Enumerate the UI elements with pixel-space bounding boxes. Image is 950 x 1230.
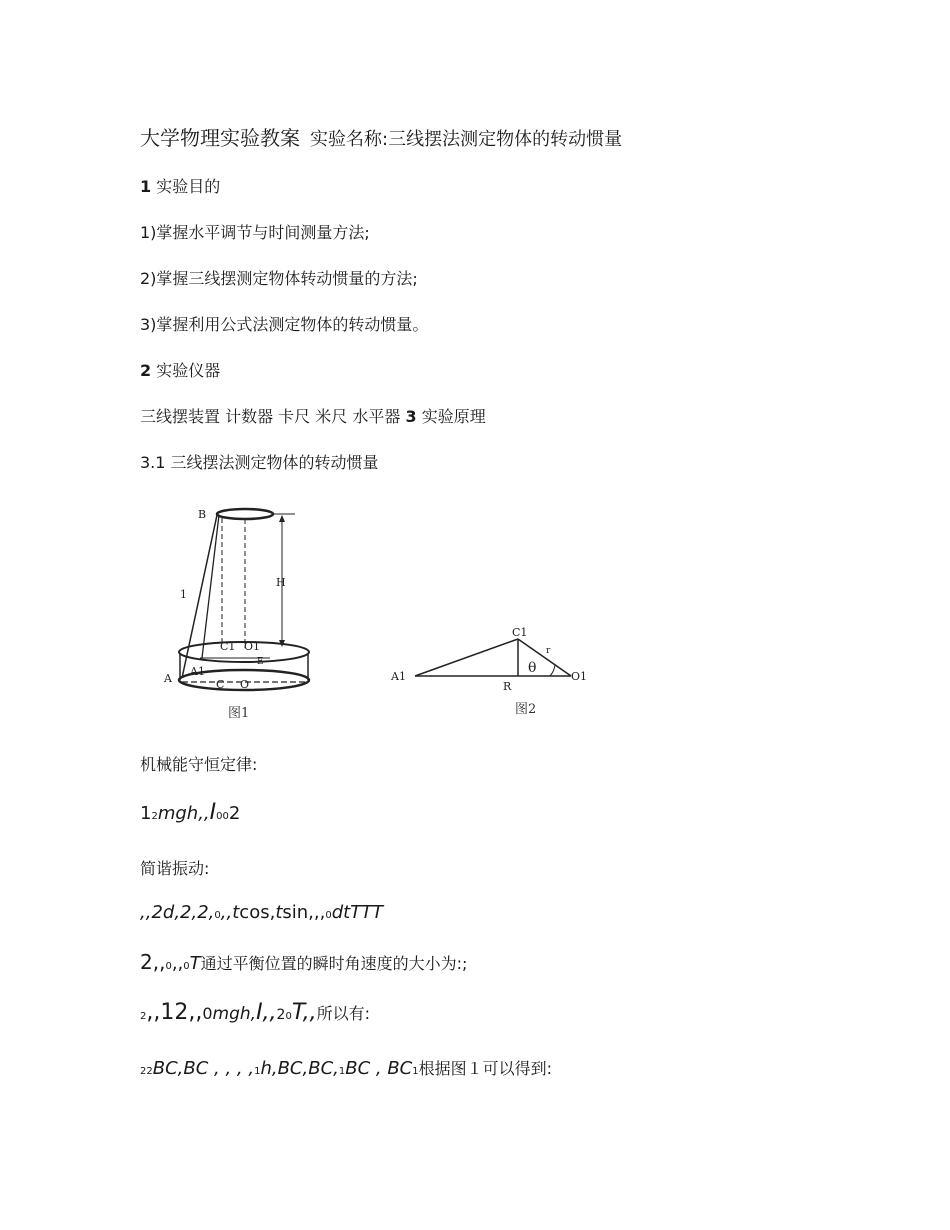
aim-item: 1)掌握水平调节与时间测量方法;: [140, 223, 370, 242]
eq-term: 2: [228, 803, 241, 824]
aim-item: 2)掌握三线摆测定物体转动惯量的方法;: [140, 269, 418, 288]
label-c: C: [216, 678, 225, 691]
energy-law-label: 机械能守恒定律:: [140, 755, 258, 774]
eq-term: ,,: [171, 953, 184, 974]
equation-1: [140, 800, 240, 825]
shm-label: 简谐振动:: [140, 859, 210, 878]
label-a1: A1: [190, 665, 205, 678]
eq-term: cos,: [239, 902, 276, 923]
section-title: 实验原理: [421, 407, 486, 426]
label-l: 1: [180, 588, 187, 601]
page-title: [140, 122, 622, 151]
eq-term: t: [232, 902, 240, 923]
label-o: O: [240, 678, 250, 691]
aim-item: 3)掌握利用公式法测定物体的转动惯量。: [140, 315, 429, 334]
document-title: 大学物理实验教案: [140, 126, 300, 150]
instrument-list: 三线摆装置 计数器 卡尺 米尺 水平器: [140, 407, 401, 426]
label-e: E: [257, 657, 264, 667]
eq-term: 2,,: [174, 1000, 203, 1025]
label-a1: A1: [391, 670, 406, 683]
eq-term: dtTTT: [331, 902, 384, 923]
eq-term: 2: [276, 1007, 286, 1023]
eq-text: 通过平衡位置的瞬时角速度的大小为:;: [200, 954, 468, 973]
eq-term: sin,,,: [282, 902, 326, 923]
section-number: 1: [140, 177, 152, 196]
eq-term: ,,1: [146, 1000, 175, 1025]
figure-1-caption: 图1: [228, 706, 250, 721]
label-c1: C1: [512, 626, 528, 639]
equation-3: [140, 950, 467, 974]
label-o1: O1: [244, 640, 261, 653]
label-o1: O1: [571, 670, 588, 683]
eq-subscript: 2: [151, 811, 158, 822]
eq-term: T: [189, 953, 201, 974]
equation-4: [140, 1000, 370, 1025]
eq-subscript: 1: [338, 1066, 346, 1077]
eq-text: 根据图１可以得到:: [418, 1059, 553, 1078]
eq-text: 所以有:: [316, 1004, 371, 1023]
eq-term: T,,: [291, 1000, 317, 1025]
label-a: A: [164, 672, 172, 685]
label-b: B: [198, 508, 207, 521]
eq-term: ,,2: [140, 902, 163, 923]
equation-5: [140, 1056, 552, 1079]
section-title: 实验仪器: [156, 361, 221, 380]
eq-term: BC , BC: [345, 1058, 413, 1079]
eq-term: BC,BC , , , ,: [152, 1058, 255, 1079]
eq-term: d,2,2,: [162, 902, 215, 923]
eq-term: 0: [202, 1004, 213, 1023]
eq-term: I: [209, 800, 217, 825]
eq-subscript: 0: [165, 961, 172, 972]
subsection-heading: 3.1 三线摆法测定物体的转动惯量: [140, 453, 379, 472]
eq-term: mgh,,: [157, 803, 210, 824]
equation-2: [140, 902, 383, 923]
eq-subscript: 1: [254, 1066, 261, 1077]
label-h: H: [276, 576, 286, 589]
section-1-heading: [140, 174, 220, 197]
label-c1: C1: [220, 640, 236, 653]
label-r: r: [546, 646, 551, 656]
section-2-heading: [140, 358, 220, 381]
experiment-name: 实验名称:三线摆法测定物体的转动惯量: [310, 129, 623, 150]
instrument-line: [140, 404, 486, 427]
label-r-big: R: [503, 680, 512, 693]
eq-term: 1: [140, 803, 152, 824]
section-title: 实验目的: [156, 177, 221, 196]
eq-subscript: 00: [216, 811, 229, 822]
label-theta: θ: [528, 660, 537, 676]
eq-term: mgh,: [212, 1004, 257, 1024]
eq-term: ,,: [220, 902, 233, 923]
eq-subscript: 2: [140, 1011, 147, 1022]
eq-subscript: 0: [183, 961, 190, 972]
eq-subscript: 0: [214, 910, 221, 921]
figure-1-diagram: [160, 498, 320, 728]
section-number: 3: [405, 407, 417, 426]
eq-term: h,BC,BC,: [260, 1058, 339, 1079]
eq-term: t: [275, 902, 283, 923]
eq-subscript: 22: [140, 1066, 153, 1077]
eq-term: 2,,: [140, 950, 166, 974]
section-number: 2: [140, 361, 152, 380]
eq-subscript: 0: [325, 910, 332, 921]
eq-subscript: 1: [412, 1066, 419, 1077]
figure-2-diagram: [385, 620, 600, 720]
eq-subscript: 0: [285, 1011, 292, 1022]
eq-term: I,,: [256, 1000, 277, 1025]
figure-2-caption: 图2: [515, 702, 537, 717]
